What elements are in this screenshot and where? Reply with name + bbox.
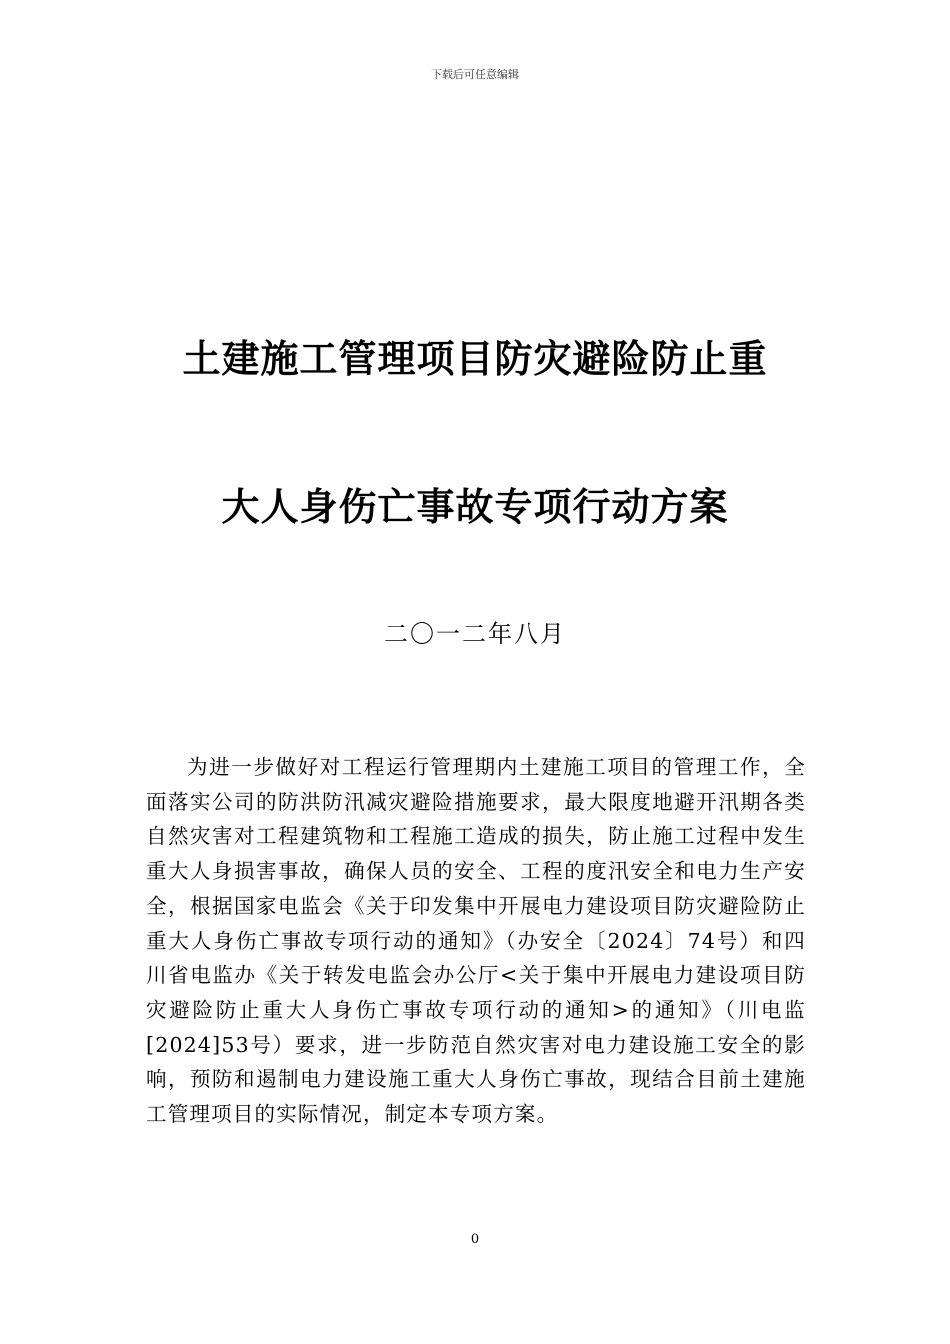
body-paragraph: 为进一步做好对工程运行管理期内土建施工项目的管理工作，全面落实公司的防洪防汛减灾避险措施要求，最大限度地避开汛期各类自然灾害对工程建筑物和工程施工造成的损失，防止施工过程中发生重大人身损害事故，确保人员的安全、工程的度汛安全和电力生产安全，根据国家电监会《关于印发集中开展电力建设项目防灾避险防止重大人身伤亡事故专项行动的通知》（办安全〔2024〕74号）和四川省电监办《关于转发电监会办公厅<关于集中开展电力建设项目防灾避险防止重大人身伤亡事故专项行动的通知>的通知》（川电监[2024]53号）要求，进一步防范自然灾害对电力建设施工安全的影响，预防和遏制电力建设施工重大人身伤亡事故，现结合目前土建施工管理项目的实际情况，制定本专项方案。 <box>146 755 806 1127</box>
document-title-line-1: 土建施工管理项目防灾避险防止重 <box>182 337 768 381</box>
document-date: 二〇一二年八月 <box>384 620 566 648</box>
page-header-note: 下载后可任意编辑 <box>431 68 519 81</box>
page-number: 0 <box>470 1232 480 1247</box>
document-title-line-2: 大人身伤亡事故专项行动方案 <box>221 485 729 529</box>
